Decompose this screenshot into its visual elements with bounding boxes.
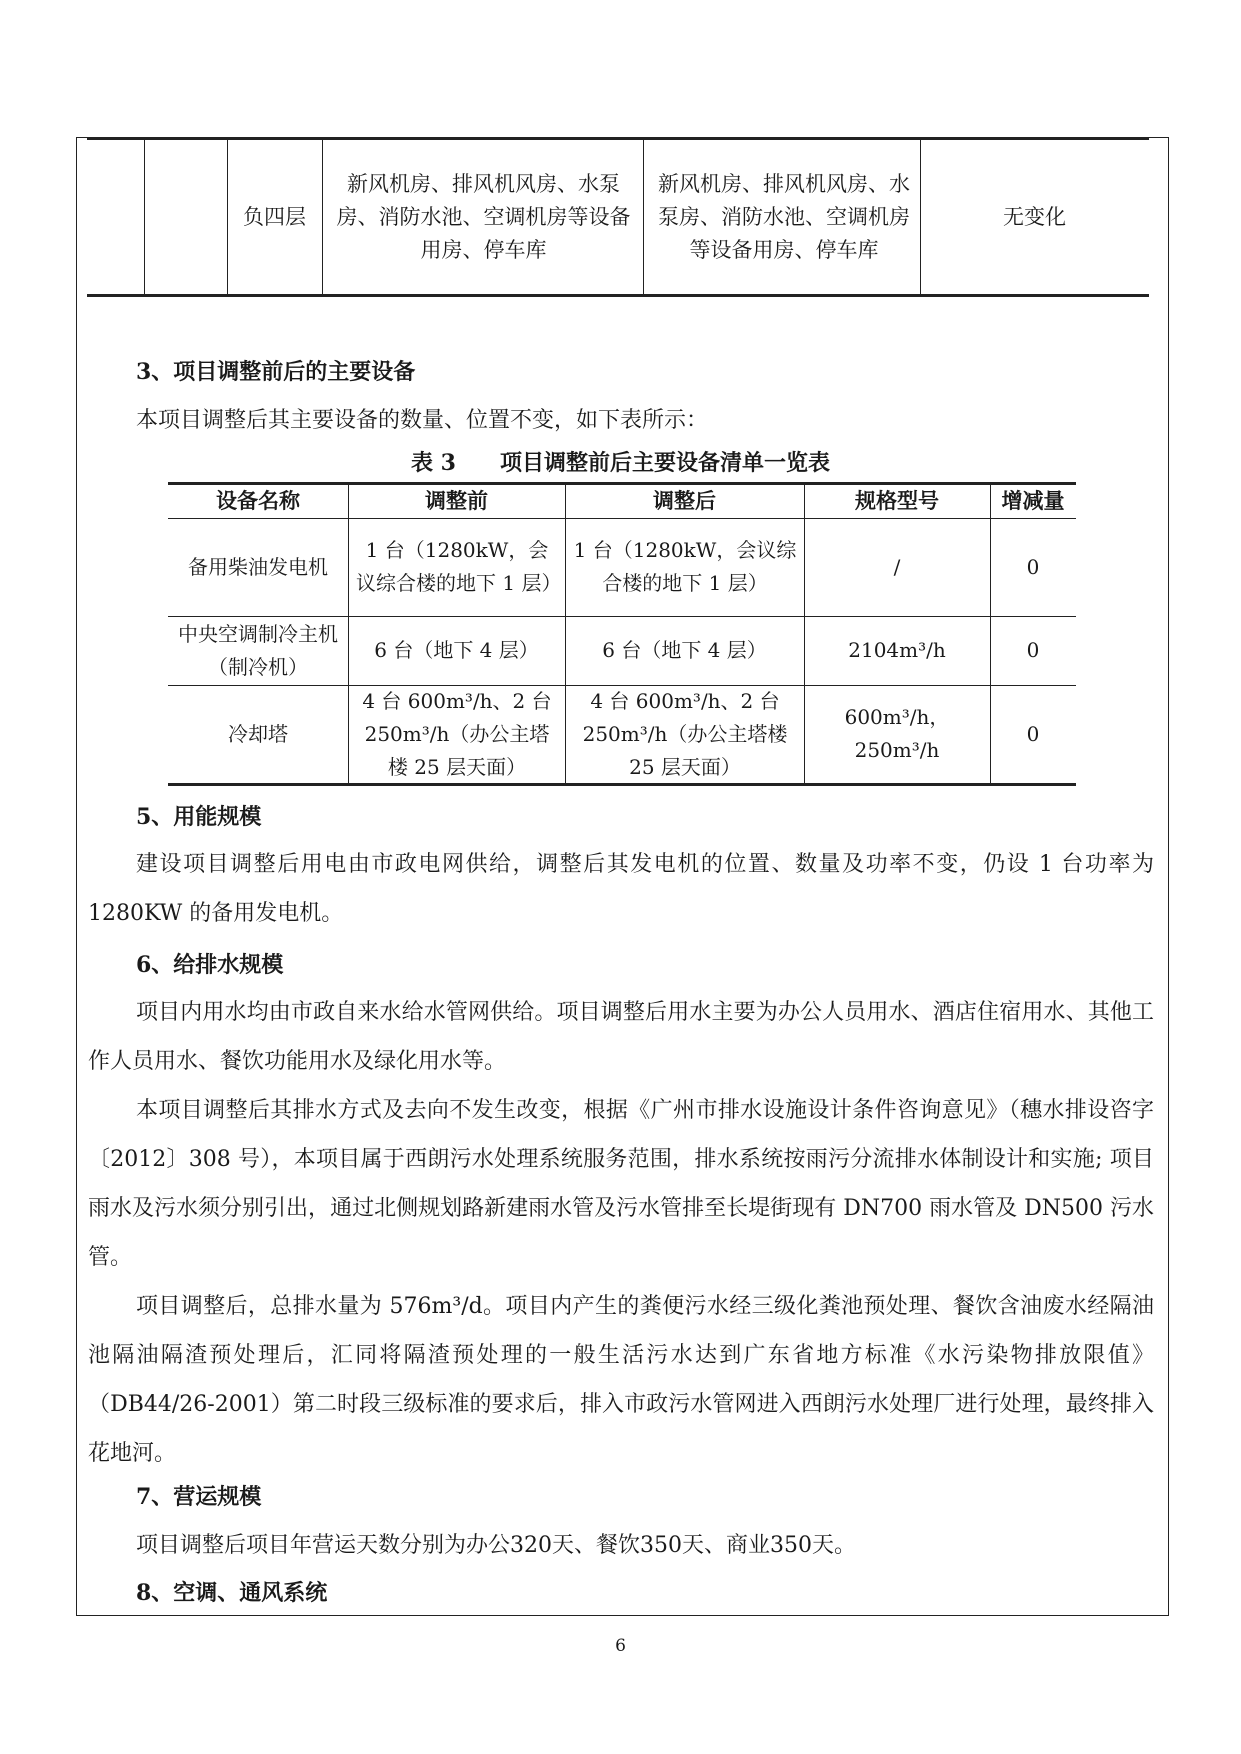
section7-text: 项目调整后项目年营运天数分别为办公320天、餐饮350天、商业350天。 <box>136 1533 856 1558</box>
table-row-1-before: 1 台（1280kW，会议综合楼的地下 1 层） <box>356 538 562 595</box>
before-cell: 新风机房、排风机风房、水泵房、消防水池、空调机房等设备用房、停车库 <box>336 171 631 262</box>
header-after: 调整后 <box>653 487 716 513</box>
floor-table-continuation <box>87 137 1149 297</box>
page-number: 6 <box>615 1636 626 1656</box>
section3-intro: 本项目调整后其主要设备的数量、位置不变，如下表所示： <box>136 408 709 433</box>
header-spec: 规格型号 <box>855 487 939 513</box>
table-row-1-spec: / <box>893 554 901 579</box>
header-before: 调整前 <box>425 487 488 513</box>
table-row-3-after: 4 台 600m³/h、2 台 250m³/h（办公主塔楼 25 层天面） <box>582 688 788 779</box>
table-row-1-delta: 0 <box>1026 554 1040 579</box>
section5-text: 建设项目调整后用电由市政电网供给，调整后其发电机的位置、数量及功率不变，仍设 1 台功率为 1280KW 的备用发电机。 <box>88 852 1154 926</box>
section6-p3: 项目调整后，总排水量为 576m³/d。项目内产生的粪便污水经三级化粪池预处理、餐饮含油废水经隔油池隔油隔渣预处理后，汇同将隔渣预处理的一般生活污水达到广东省地方标准《水污染物排放限值》（DB44/26-2001）第二时段三级标准的要求后，排入市政污水管网进入西朗污水处理厂进行处理，最终排入花地河。 <box>88 1294 1154 1466</box>
floor-cell: 负四层 <box>243 204 306 229</box>
table-row-3-delta: 0 <box>1026 721 1040 746</box>
table-row-1-name: 备用柴油发电机 <box>188 554 328 579</box>
table-row-3-spec: 600m³/h，250m³/h <box>844 705 950 762</box>
header-delta: 增减量 <box>1001 487 1065 513</box>
section5-heading: 5、用能规模 <box>136 804 262 830</box>
table-row-2-after: 6 台（地下 4 层） <box>602 638 767 662</box>
section3-heading: 3、项目调整前后的主要设备 <box>136 359 416 385</box>
section6-heading: 6、给排水规模 <box>136 952 284 978</box>
section8-heading: 8、空调、通风系统 <box>136 1580 328 1606</box>
section6-p1: 项目内用水均由市政自来水给水管网供给。项目调整后用水主要为办公人员用水、酒店住宿用水、其他工作人员用水、餐饮功能用水及绿化用水等。 <box>88 1000 1154 1074</box>
header-name: 设备名称 <box>216 487 300 513</box>
table-row-1-after: 1 台（1280kW，会议综合楼的地下 1 层） <box>573 538 797 595</box>
table-row-2-before: 6 台（地下 4 层） <box>374 638 539 662</box>
table-row-2-name: 中央空调制冷主机（制冷机） <box>178 621 338 679</box>
table-row-3-name: 冷却塔 <box>228 721 288 746</box>
table-row-2-delta: 0 <box>1026 638 1040 662</box>
equipment-table <box>168 482 1076 786</box>
after-cell: 新风机房、排风机风房、水泵房、消防水池、空调机房等设备用房、停车库 <box>658 171 910 262</box>
table-row-2-spec: 2104m³/h <box>848 638 946 662</box>
change-cell: 无变化 <box>1003 204 1066 229</box>
table3-caption: 表 3 项目调整前后主要设备清单一览表 <box>411 450 830 476</box>
section6-p2: 本项目调整后其排水方式及去向不发生改变，根据《广州市排水设施设计条件咨询意见》（穗水排设咨字〔2012〕308 号），本项目属于西朗污水处理系统服务范围，排水系统按雨污分流排水体制设计和实施; 项目雨水及污水须分别引出，通过北侧规划路新建雨水管及污水管排至长堤街现有 DN700 雨水管及 DN500 污水管。 <box>88 1098 1154 1270</box>
section7-heading: 7、营运规模 <box>136 1484 262 1510</box>
table-row-3-before: 4 台 600m³/h、2 台 250m³/h（办公主塔楼 25 层天面） <box>362 688 552 779</box>
